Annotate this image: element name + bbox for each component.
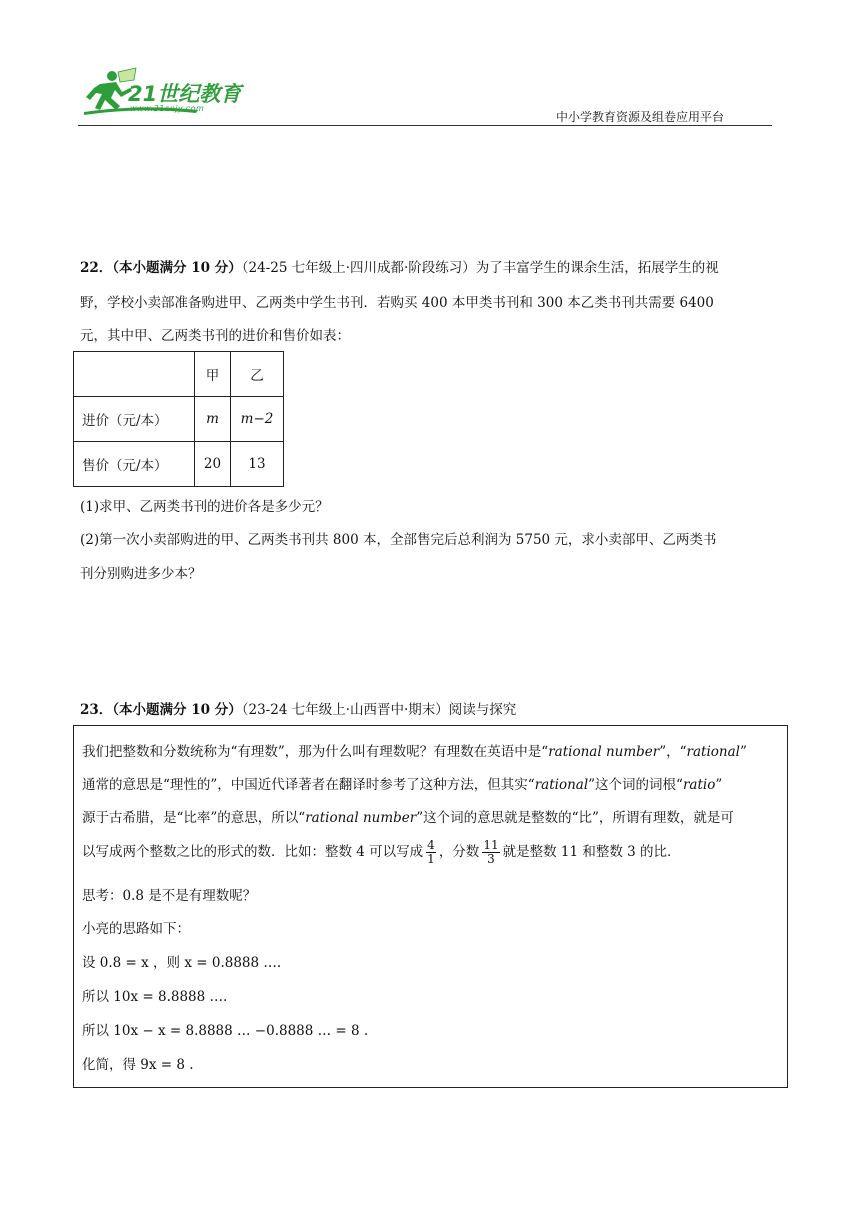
q22-number: 22． [80, 260, 113, 276]
q23-title-text: 阅读与探究 [448, 702, 517, 718]
row-label-price: 售价（元/本） [74, 442, 195, 487]
box-line6: 小亮的思路如下： [82, 921, 190, 937]
box-line7: 设 0.8 = x ，则 x = 0.8888 …. [82, 955, 282, 971]
text-span: 通常的意思是“理性的”，中国近代译著者在翻译时参考了这种方法，但其实“ [82, 777, 535, 793]
table-header-jia: 甲 [195, 352, 231, 397]
row-label-cost: 进价（元/本） [74, 397, 195, 442]
price-table [73, 351, 284, 487]
box-line5: 思考：0.8 是不是有理数呢？ [82, 888, 257, 904]
cost-yi: m−2 [231, 397, 284, 442]
term-rational-number: rational number [548, 744, 660, 760]
box-line2 [82, 775, 722, 795]
cost-jia: m [195, 397, 231, 442]
text-span: ”，“ [659, 744, 687, 760]
fraction-numerator: 11 [483, 838, 499, 852]
text-span: ”这个词的意思就是整数的“比”，所谓有理数，就是可 [416, 810, 734, 826]
q22-score: （本小题满分 10 分） [112, 260, 242, 276]
table-cell [74, 352, 195, 397]
q22-part1: (1)求甲、乙两类书刊的进价各是多少元？ [80, 499, 329, 515]
box-line3 [82, 808, 734, 828]
fraction-4-1 [426, 839, 436, 866]
fraction-denominator: 1 [427, 852, 435, 866]
q22-source: （24-25 七年级上·四川成都·阶段练习） [241, 260, 476, 276]
term-rational: rational [534, 777, 589, 793]
box-line10: 化简，得 9x = 8 . [82, 1057, 194, 1073]
q23-title [80, 700, 516, 720]
q22-line1-text: 为了丰富学生的课余生活，拓展学生的视 [475, 260, 719, 276]
logo-url: www.21cnjy.com [130, 104, 205, 113]
q23-number: 23． [80, 702, 113, 718]
box-line1 [82, 742, 747, 762]
term-rational: rational [686, 744, 740, 760]
box-line9: 所以 10x − x = 8.8888 … −0.8888 … = 8 . [82, 1023, 369, 1039]
text-span: 以写成两个整数之比的形式的数．比如：整数 4 可以写成 [82, 844, 424, 860]
text-span: ，分数 [438, 844, 480, 860]
logo-text: 21世纪教育 [128, 82, 242, 106]
box-line8: 所以 10x = 8.8888 …. [82, 989, 228, 1005]
table-header-row [74, 352, 284, 397]
q23-source: （23-24 七年级上·山西晋中·期末） [241, 702, 449, 718]
header-divider [78, 125, 772, 126]
fraction-11-3 [482, 839, 499, 866]
q22-line3: 元，其中甲、乙两类书刊的进价和售价如表： [80, 328, 350, 344]
table-row-price [74, 442, 284, 487]
text-span: 就是整数 11 和整数 3 的比． [502, 844, 681, 860]
text-span: 我们把整数和分数统称为“有理数”，那为什么叫有理数呢？有理数在英语中是“ [82, 744, 549, 760]
box-line4 [82, 839, 681, 866]
fraction-numerator: 4 [427, 838, 435, 852]
term-ratio: ratio [682, 777, 716, 793]
term-rational-number: rational number [305, 810, 417, 826]
platform-name: 中小学教育资源及组卷应用平台 [556, 110, 725, 124]
q22-line2: 野，学校小卖部准备购进甲、乙两类中学生书刊．若购买 400 本甲类书刊和 300 本乙类书刊共需要 6400 [80, 295, 714, 311]
text-span: ” [739, 744, 747, 760]
text-span: ”这个词的词根“ [588, 777, 683, 793]
q22-line1 [80, 258, 719, 278]
text-span: ” [715, 777, 723, 793]
q22-part2-line2: 刊分别购进多少本？ [80, 566, 202, 582]
table-header-yi: 乙 [231, 352, 284, 397]
q22-part2-line1: (2)第一次小卖部购进的甲、乙两类书刊共 800 本，全部售完后总利润为 5750 元，求小卖部甲、乙两类书 [80, 532, 717, 548]
q23-score: （本小题满分 10 分） [112, 702, 242, 718]
table-row-cost [74, 397, 284, 442]
price-yi: 13 [231, 442, 284, 487]
fraction-denominator: 3 [487, 852, 495, 866]
text-span: 源于古希腊，是“比率”的意思，所以“ [82, 810, 306, 826]
price-jia: 20 [195, 442, 231, 487]
